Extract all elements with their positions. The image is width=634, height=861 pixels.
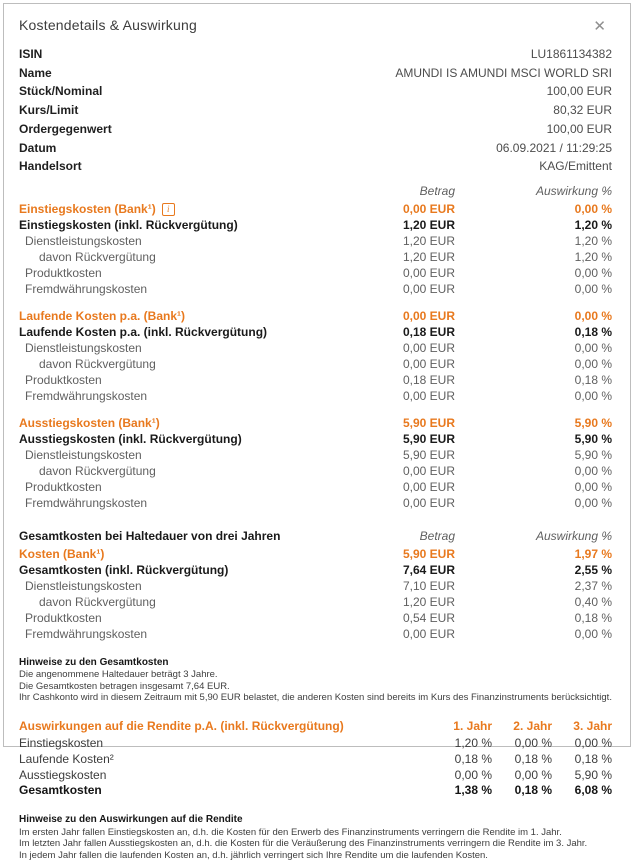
cost-sections — [19, 201, 612, 511]
cost-row-label-text: Einstiegskosten (inkl. Rückvergütung) — [19, 217, 238, 232]
cost-row-betrag: 1,20 EUR — [402, 217, 455, 232]
cost-row-betrag: 0,18 EUR — [402, 372, 455, 387]
order-info-label: Ordergegenwert — [19, 121, 112, 136]
cost-row-auswirkung: 1,20 % — [574, 233, 612, 248]
cost-row-betrag: 0,00 EUR — [402, 479, 455, 494]
yield-notes-header: Hinweise zu den Auswirkungen auf die Rendite — [19, 814, 243, 826]
cost-row-auswirkung: 5,90 % — [574, 447, 612, 462]
cost-row-label — [19, 562, 335, 578]
cost-row — [19, 233, 612, 249]
cost-details-dialog — [3, 3, 631, 861]
cost-row — [19, 594, 612, 610]
cost-row-label-text: davon Rückvergütung — [39, 249, 156, 264]
order-info-row — [19, 45, 612, 64]
column-header-year-3: 3. Jahr — [573, 718, 612, 733]
cost-row-betrag: 5,90 EUR — [402, 431, 455, 446]
cost-row-betrag: 0,54 EUR — [402, 610, 455, 625]
close-icon[interactable]: ✕ — [593, 18, 606, 35]
cost-row — [19, 546, 612, 562]
cost-row-label-text: Produktkosten — [25, 265, 102, 280]
total-costs-notes-lines — [19, 669, 612, 704]
order-info-row — [19, 64, 612, 83]
yield-value: 0,00 % — [514, 735, 552, 750]
yield-row-label: Gesamtkosten — [19, 783, 102, 798]
info-icon[interactable]: i — [162, 203, 175, 216]
cost-row-label — [19, 308, 335, 324]
cost-row — [19, 281, 612, 297]
cost-row-label — [19, 249, 335, 265]
yield-notes — [19, 814, 612, 861]
cost-row-auswirkung: 1,97 % — [574, 546, 612, 561]
total-costs-section — [19, 528, 612, 642]
total-costs-notes — [19, 657, 612, 704]
yield-value: 0,18 % — [454, 751, 492, 766]
cost-row — [19, 479, 612, 495]
entry-costs-section — [19, 201, 612, 297]
cost-row-auswirkung: 0,18 % — [574, 324, 612, 339]
cost-row-label — [19, 233, 335, 249]
notes-line: Im letzten Jahr fallen Ausstiegskosten an, d.h. die Kosten für die Veräußerung des Finanzinstruments verringern die Rendite im 3. Jahr. — [19, 838, 588, 850]
cost-row-label-text: Laufende Kosten p.a. (inkl. Rückvergütung) — [19, 324, 268, 339]
cost-row-label — [19, 265, 335, 281]
cost-row-betrag: 0,00 EUR — [402, 201, 455, 216]
cost-row — [19, 495, 612, 511]
cost-row-label-text: Fremdwährungskosten — [25, 388, 148, 403]
cost-row-auswirkung: 2,55 % — [574, 562, 612, 577]
cost-row — [19, 201, 612, 217]
cost-row — [19, 265, 612, 281]
exit-costs-section — [19, 415, 612, 511]
yield-rows — [19, 736, 612, 799]
cost-row — [19, 463, 612, 479]
cost-row-betrag: 5,90 EUR — [402, 415, 455, 430]
cost-row-label-text: Ausstiegskosten (inkl. Rückvergütung) — [19, 431, 242, 446]
cost-row — [19, 217, 612, 233]
cost-row-auswirkung: 2,37 % — [574, 578, 612, 593]
cost-row-label-text: Laufende Kosten p.a. (Bank¹) — [19, 308, 186, 323]
cost-row-label — [19, 281, 335, 297]
yield-value: 1,20 % — [454, 735, 492, 750]
cost-row — [19, 388, 612, 404]
cost-row — [19, 447, 612, 463]
cost-row-auswirkung: 0,18 % — [574, 610, 612, 625]
cost-row-label — [19, 479, 335, 495]
order-info-value: 80,32 EUR — [553, 103, 612, 118]
yield-impact-table — [19, 718, 612, 799]
cost-row-label — [19, 626, 335, 642]
notes-line: Ihr Cashkonto wird in diesem Zeitraum mit 5,90 EUR belastet, die anderen Kosten sind bereits im Kurs des Finanzinstruments berücksichtigt. — [19, 692, 612, 704]
cost-row — [19, 356, 612, 372]
cost-row-auswirkung: 0,18 % — [574, 372, 612, 387]
order-info-value: 100,00 EUR — [546, 84, 612, 99]
column-header-betrag: Betrag — [419, 528, 455, 543]
cost-row-betrag: 7,64 EUR — [402, 562, 455, 577]
cost-row-label — [19, 431, 335, 447]
cost-row-label-text: Dienstleistungskosten — [25, 340, 142, 355]
running-costs-section — [19, 308, 612, 404]
column-header-auswirkung: Auswirkung % — [535, 528, 612, 543]
cost-row-auswirkung: 0,00 % — [574, 340, 612, 355]
cost-row-label-text: Dienstleistungskosten — [25, 447, 142, 462]
order-info-value: LU1861134382 — [530, 47, 612, 61]
cost-row-betrag: 0,00 EUR — [402, 340, 455, 355]
cost-row-auswirkung: 5,90 % — [574, 431, 612, 446]
notes-line: Die Gesamtkosten betragen insgesamt 7,64 EUR. — [19, 680, 230, 692]
cost-row-betrag: 0,00 EUR — [402, 281, 455, 296]
order-info-row — [19, 82, 612, 101]
order-info-row — [19, 139, 612, 158]
cost-row-label-text: davon Rückvergütung — [39, 463, 156, 478]
yield-row — [19, 783, 612, 799]
cost-row-label — [19, 447, 335, 463]
order-info-value: AMUNDI IS AMUNDI MSCI WORLD SRI — [395, 65, 612, 80]
dialog-header — [19, 17, 612, 34]
cost-row-label-text: Kosten (Bank¹) — [19, 546, 105, 561]
cost-row-auswirkung: 5,90 % — [574, 415, 612, 430]
cost-row-betrag: 0,00 EUR — [402, 356, 455, 371]
order-info-row — [19, 157, 612, 176]
cost-row — [19, 415, 612, 431]
cost-row-betrag: 7,10 EUR — [402, 578, 455, 593]
yield-value: 6,08 % — [574, 783, 612, 798]
cost-row-label — [19, 217, 335, 233]
cost-row-auswirkung: 0,00 % — [574, 388, 612, 403]
yield-row-label: Einstiegskosten — [19, 735, 104, 750]
yield-row — [19, 736, 612, 752]
cost-row-betrag: 5,90 EUR — [402, 546, 455, 561]
cost-row-label-text: davon Rückvergütung — [39, 594, 156, 609]
yield-value: 0,18 % — [574, 751, 612, 766]
yield-notes-lines — [19, 827, 612, 861]
cost-row-betrag: 1,20 EUR — [402, 233, 455, 248]
cost-row — [19, 610, 612, 626]
cost-row-label-text: Gesamtkosten (inkl. Rückvergütung) — [19, 562, 229, 577]
cost-row — [19, 578, 612, 594]
total-section-title: Gesamtkosten bei Haltedauer von drei Jahren — [19, 528, 281, 543]
total-costs-notes-header: Hinweise zu den Gesamtkosten — [19, 656, 169, 668]
order-info-row — [19, 120, 612, 139]
cost-row-label-text: Produktkosten — [25, 372, 102, 387]
yield-row — [19, 768, 612, 784]
notes-line: Im ersten Jahr fallen Einstiegskosten an, d.h. die Kosten für den Erwerb des Finanzinstruments verringern die Rendite im 1. Jahr. — [19, 826, 562, 838]
cost-table-column-headers — [19, 183, 612, 200]
cost-row-betrag: 0,18 EUR — [402, 324, 455, 339]
cost-row-label-text: Produktkosten — [25, 479, 102, 494]
cost-row-auswirkung: 0,00 % — [574, 626, 612, 641]
cost-row-label — [19, 415, 335, 431]
cost-row-betrag: 0,00 EUR — [402, 388, 455, 403]
yield-row-label: Laufende Kosten² — [19, 751, 114, 766]
cost-row-label-text: Fremdwährungskosten — [25, 495, 148, 510]
cost-row-betrag: 0,00 EUR — [402, 265, 455, 280]
cost-row-label-text: davon Rückvergütung — [39, 356, 156, 371]
yield-table-title: Auswirkungen auf die Rendite p.A. (inkl. Rückvergütung) — [19, 718, 344, 733]
cost-row-label — [19, 610, 335, 626]
cost-row — [19, 308, 612, 324]
yield-value: 0,00 % — [514, 767, 552, 782]
cost-row-betrag: 1,20 EUR — [402, 249, 455, 264]
cost-row-auswirkung: 0,00 % — [574, 308, 612, 323]
cost-row-betrag: 1,20 EUR — [402, 594, 455, 609]
cost-row-betrag: 0,00 EUR — [402, 463, 455, 478]
cost-row — [19, 340, 612, 356]
order-info-value: KAG/Emittent — [539, 159, 612, 174]
cost-row-label — [19, 578, 335, 594]
yield-value: 0,00 % — [454, 767, 492, 782]
order-info-label: Name — [19, 65, 52, 80]
cost-row-auswirkung: 1,20 % — [574, 217, 612, 232]
cost-row-betrag: 0,00 EUR — [402, 495, 455, 510]
cost-row-label-text: Ausstiegskosten (Bank¹) — [19, 415, 160, 430]
yield-row-label: Ausstiegskosten — [19, 767, 107, 782]
cost-row-label — [19, 388, 335, 404]
order-info-label: Stück/Nominal — [19, 84, 103, 99]
cost-row-label — [19, 546, 335, 562]
cost-row — [19, 626, 612, 642]
order-info-value: 06.09.2021 / 11:29:25 — [496, 140, 612, 155]
column-header-year-2: 2. Jahr — [513, 718, 552, 733]
cost-row-auswirkung: 0,00 % — [574, 356, 612, 371]
cost-row-auswirkung: 0,00 % — [574, 463, 612, 478]
yield-table-header-row — [19, 718, 612, 735]
cost-row-label-text: Produktkosten — [25, 610, 102, 625]
order-info-value: 100,00 EUR — [546, 121, 612, 136]
column-header-betrag: Betrag — [419, 183, 455, 198]
cost-row-label — [19, 201, 335, 217]
cost-row-betrag: 5,90 EUR — [402, 447, 455, 462]
yield-value: 0,00 % — [574, 735, 612, 750]
yield-value: 0,18 % — [514, 783, 552, 798]
yield-value: 5,90 % — [574, 767, 612, 782]
yield-value: 1,38 % — [454, 783, 492, 798]
cost-row-label — [19, 463, 335, 479]
order-info-label: Kurs/Limit — [19, 103, 79, 118]
cost-row-betrag: 0,00 EUR — [402, 308, 455, 323]
cost-row-auswirkung: 0,00 % — [574, 479, 612, 494]
notes-line: In jedem Jahr fallen die laufenden Kosten an, d.h. jährlich verringert sich Ihre Rendite um die laufenden Kosten. — [19, 849, 488, 861]
total-section-header-row — [19, 528, 612, 545]
cost-row-label-text: Dienstleistungskosten — [25, 233, 142, 248]
cost-row — [19, 562, 612, 578]
order-info-label: Datum — [19, 140, 57, 155]
cost-row-betrag: 0,00 EUR — [402, 626, 455, 641]
order-info-label: Handelsort — [19, 159, 82, 174]
cost-row — [19, 249, 612, 265]
cost-row-label-text: Dienstleistungskosten — [25, 578, 142, 593]
yield-row — [19, 752, 612, 768]
column-header-auswirkung: Auswirkung % — [535, 183, 612, 198]
cost-row-label — [19, 340, 335, 356]
cost-row-auswirkung: 0,40 % — [574, 594, 612, 609]
order-info-label: ISIN — [19, 47, 43, 61]
cost-row-label-text: Fremdwährungskosten — [25, 626, 148, 641]
cost-row-label — [19, 495, 335, 511]
cost-row-auswirkung: 0,00 % — [574, 201, 612, 216]
cost-row-auswirkung: 0,00 % — [574, 265, 612, 280]
cost-row — [19, 431, 612, 447]
order-info-row — [19, 101, 612, 120]
notes-line: Die angenommene Haltedauer beträgt 3 Jahre. — [19, 669, 218, 681]
cost-row — [19, 372, 612, 388]
cost-row-label — [19, 324, 335, 340]
total-costs-rows — [19, 546, 612, 642]
cost-row-label — [19, 356, 335, 372]
dialog-title: Kostendetails & Auswirkung — [19, 17, 197, 33]
column-header-year-1: 1. Jahr — [453, 718, 492, 733]
cost-row-label — [19, 372, 335, 388]
cost-row-auswirkung: 0,00 % — [574, 495, 612, 510]
order-info — [19, 45, 612, 176]
cost-row-label — [19, 594, 335, 610]
cost-row-auswirkung: 0,00 % — [574, 281, 612, 296]
yield-value: 0,18 % — [514, 751, 552, 766]
cost-row-auswirkung: 1,20 % — [574, 249, 612, 264]
cost-row-label-text: Einstiegskosten (Bank¹) — [19, 201, 156, 216]
cost-row-label-text: Fremdwährungskosten — [25, 281, 148, 296]
cost-row — [19, 324, 612, 340]
